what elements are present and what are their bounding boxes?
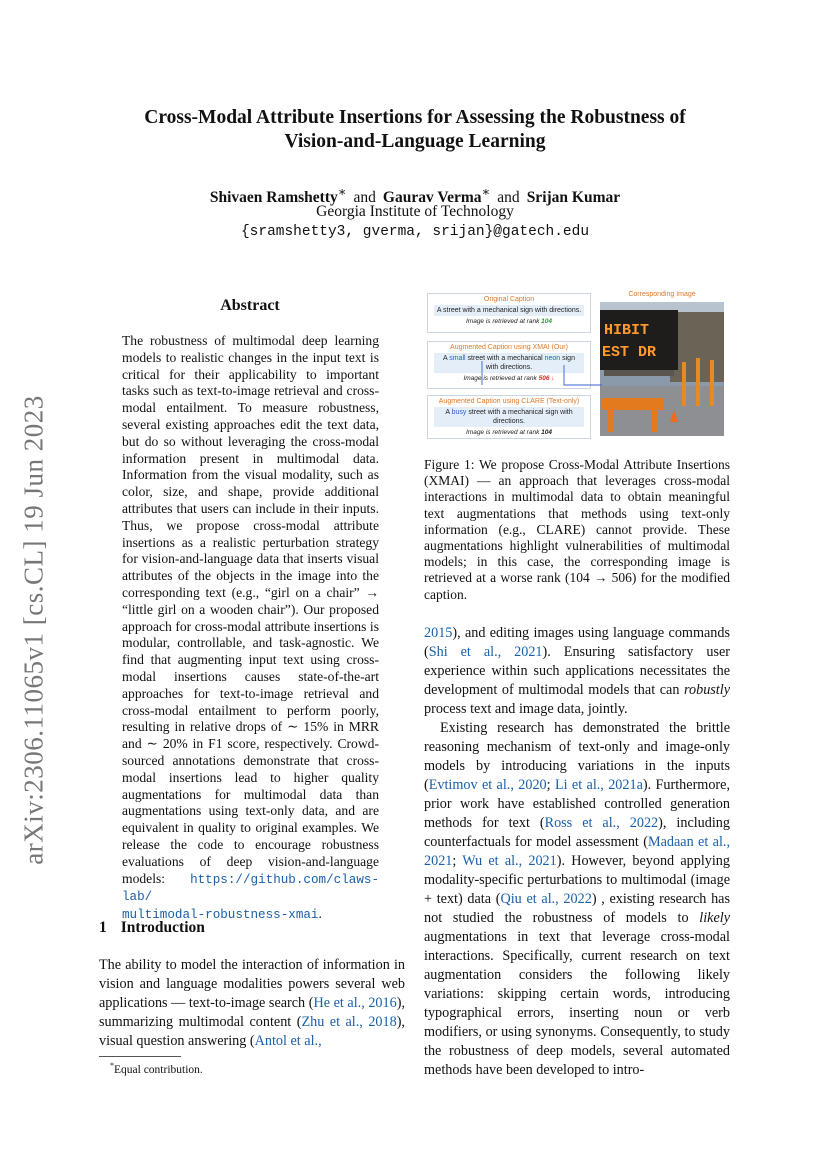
citation-li[interactable]: Li et al., 2021a [554, 777, 643, 793]
footnote [110, 1061, 203, 1076]
sign-text-1: HIBIT [604, 322, 650, 339]
intro-paragraph-2 [424, 719, 730, 1080]
xmai-rank [428, 375, 590, 382]
code-link-line-2[interactable]: multimodal-robustness-xmai [122, 908, 319, 923]
intro-text: Existing research has demonstrated the brittle reasoning mechanism of text-only and image-only models by introducing variations in the inputs ( [424, 720, 730, 793]
intro-text: ) , existing research has not studied the robustness of models to [424, 891, 730, 926]
clare-caption-box [427, 395, 591, 439]
section-number: 1 [99, 919, 107, 936]
original-rank [428, 318, 590, 325]
citation-ross[interactable]: Ross et al., 2022 [544, 815, 659, 831]
citation-evtimov[interactable]: Evtimov et al., 2020 [428, 777, 547, 793]
and-1: and [353, 189, 376, 207]
intro-text: ). Ensuring satisfactory user experience within such applications necessitates the development of multimodal models that can [424, 644, 730, 698]
rank-value-original: 104 [541, 318, 552, 325]
replaced-word-busy: busy [451, 409, 467, 416]
figure-1 [424, 291, 730, 441]
paper-title [110, 106, 720, 154]
author-emails: {sramshetty3, gverma, srijan}@gatech.edu [240, 224, 590, 240]
rank-value-xmai: 506 [538, 375, 550, 382]
intro-text: ). However, beyond applying modality-specific perturbations to multimodal (image + text) data ( [424, 853, 730, 907]
rank-value-clare: 104 [541, 429, 552, 436]
intro-left-column [99, 956, 405, 1051]
down-arrow-icon: ↓ [551, 375, 555, 382]
abstract-heading: Abstract [220, 297, 280, 314]
emphasis-likely: likely [699, 910, 730, 926]
caption-part: street with a mechanical [465, 355, 545, 362]
intro-text: ; [452, 853, 463, 869]
intro-right-column [424, 624, 730, 1080]
equal-mark-1: ∗ [337, 184, 347, 199]
intro-text: ), including counterfactuals for model assessment ( [424, 815, 730, 850]
sign-text-2: EST DR [602, 344, 657, 361]
abstract-body [122, 333, 379, 924]
caption-part: sign with directions. [485, 355, 575, 371]
title-line-2: Vision-and-Language Learning [284, 131, 546, 152]
arxiv-id: arXiv:2306.11065v1 [cs.CL] 19 Jun 2023 [18, 395, 49, 865]
citation-wu[interactable]: Wu et al., 2021 [462, 853, 557, 869]
code-link-line-1[interactable]: https://github.com/claws-lab/ [122, 872, 379, 905]
section-heading-introduction [99, 919, 205, 937]
clare-caption-title: Augmented Caption using CLARE (Text-only) [438, 398, 580, 405]
original-caption-box [427, 293, 591, 333]
clare-caption-text [434, 407, 584, 427]
equal-mark-2: ∗ [481, 184, 491, 199]
intro-paragraph-1-cont [424, 624, 730, 719]
intro-text: process text and image data, jointly. [424, 701, 628, 717]
intro-text: ; [546, 777, 555, 793]
xmai-caption-title: Augmented Caption using XMAI (Our) [450, 344, 568, 351]
street-scene-illustration [600, 302, 724, 436]
original-caption-text: A street with a mechanical sign with directions. [434, 305, 584, 316]
original-caption-title: Original Caption [483, 296, 535, 303]
intro-text: ). Furthermore, prior work have established controlled generation methods for text ( [424, 777, 730, 831]
inserted-word-neon: neon [544, 355, 561, 362]
abstract-text: The robustness of multimodal deep learning models to realistic changes in the input text is critical for their applicability to important tasks such as text-to-image retrieval and cross-modal entailment. To measure robustness, several existing approaches edit the text data, but do so without leveraging the cross-modal information present in multimodal data. Information from the visual modality, such as color, size, and shape, provide additional attributes that users can include in their inputs. Thus, we propose cross-modal attribute insertions as a realistic perturbation strategy for vision-and-language data that inserts visual attributes of the objects in the image into the corresponding text (e.g., “girl on a chair” → “little girl on a wooden chair”). Our proposed approach for cross-modal attribute insertions is modular, controllable, and task-agnostic. We find that augmenting input text using cross-modal insertions causes state-of-the-art approaches for text-to-image retrieval and cross-modal entailment to perform poorly, resulting in relative drops of ∼ 15% in MRR and ∼ 20% in F1 score, respectively. Crowd-sourced annotations demonstrate that cross-modal insertions lead to higher quality augmentations for multimodal data than augmentations using text-only data, and are equivalent in quality to original examples. We release the code to encourage robustness evaluations of deep vision-and-language models: [122, 333, 379, 886]
abstract-end: . [318, 906, 322, 922]
intro-text: ), and editing images using language commands ( [424, 625, 730, 660]
rank-prefix: Image is retrieved at rank [463, 375, 539, 382]
emphasis-robustly: robustly [684, 682, 730, 698]
citation-qiu[interactable]: Qiu et al., 2022 [500, 891, 592, 907]
intro-text: The ability to model the interaction of information in vision and language modalities powers several web applications — text-to-image search ( [99, 957, 405, 1011]
citation-zhu[interactable]: Zhu et al., 2018 [301, 1014, 397, 1030]
inserted-word-small: small [449, 355, 466, 362]
footnote-rule [99, 1056, 181, 1057]
figure-1-caption: Figure 1: We propose Cross-Modal Attribute Insertions (XMAI) — an approach that leverages cross-modal interactions in multimodal data to obtain meaningful text augmentations that methods using text-only information (e.g., CLARE) cannot provide. These augmentations highlight vulnerabilities of multimodal models; in this case, the corresponding image is retrieved at a worse rank (104 → 506) for the modified caption. [424, 457, 730, 602]
intro-text: augmentations in text that leverage cross-modal interactions. Specifically, current research on text augmentation considers the following likely variations: skipping certain words, introducing typographical errors, inserting noun or verb modifiers, or using synonyms. Consequently, to study the robustness of deep models, several automated methods have been developed to intro- [424, 929, 730, 1078]
caption-part: A [445, 409, 452, 416]
citation-shi[interactable]: Shi et al., 2021 [428, 644, 543, 660]
caption-part: street with a mechanical sign with directions. [466, 409, 573, 425]
image-label: Corresponding Image [628, 291, 696, 298]
and-2: and [497, 189, 520, 207]
citation-antol-year[interactable]: 2015 [424, 625, 453, 641]
citation-madaan[interactable]: Madaan et al., 2021 [424, 834, 730, 869]
caption-part: A [443, 355, 450, 362]
section-title: Introduction [120, 919, 205, 936]
xmai-caption-text [434, 353, 584, 373]
author-3: Srijan Kumar [526, 189, 621, 207]
rank-prefix: Image is retrieved at rank [465, 429, 542, 436]
arxiv-stamp [14, 380, 54, 880]
affiliation: Georgia Institute of Technology [316, 203, 514, 220]
rank-prefix: Image is retrieved at rank [465, 318, 542, 325]
intro-text: ), visual question answering ( [99, 1014, 405, 1049]
citation-antol[interactable]: Antol et al., [254, 1033, 322, 1049]
footnote-mark: * [110, 1061, 114, 1070]
corresponding-image [600, 302, 724, 436]
citation-he[interactable]: He et al., 2016 [313, 995, 397, 1011]
title-line-1: Cross-Modal Attribute Insertions for Assessing the Robustness of [144, 107, 686, 128]
author-1: Shivaen Ramshetty [209, 189, 338, 207]
clare-rank [428, 429, 590, 436]
intro-text: ), summarizing multimodal content ( [99, 995, 405, 1030]
xmai-caption-box [427, 341, 591, 389]
footnote-text: Equal contribution. [114, 1063, 203, 1076]
author-2: Gaurav Verma [382, 189, 482, 207]
